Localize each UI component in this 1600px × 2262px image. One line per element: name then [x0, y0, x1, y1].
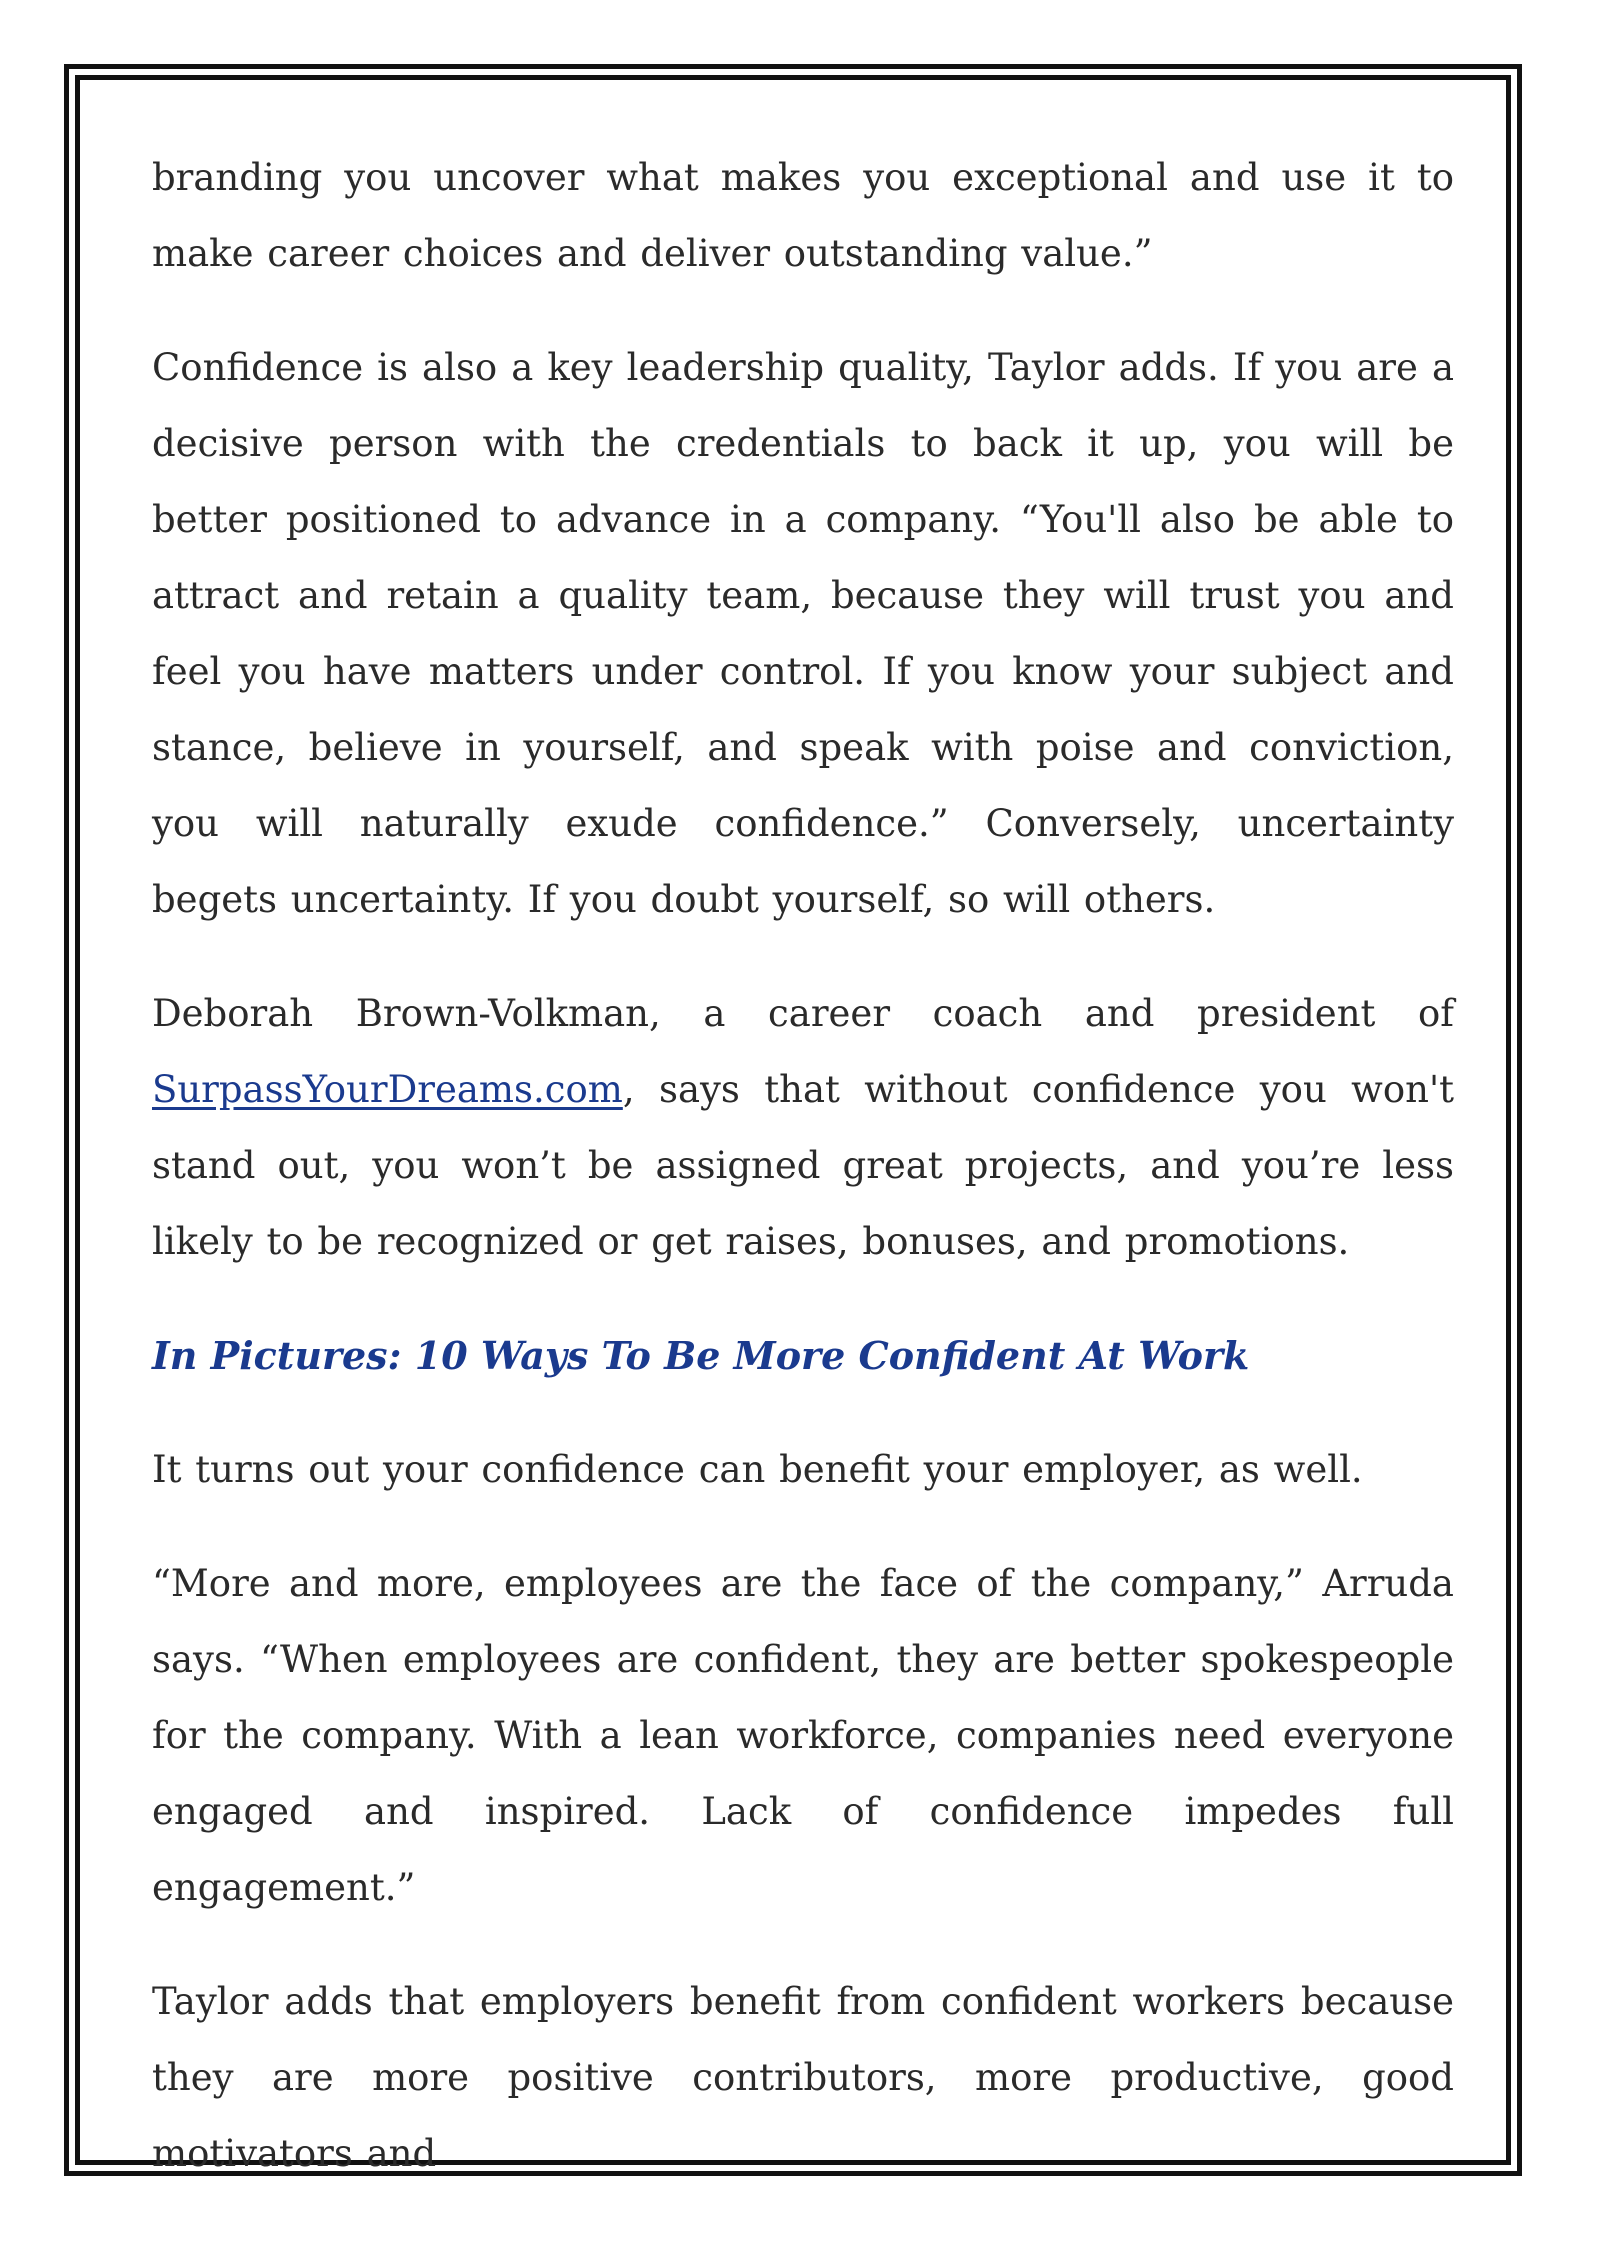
- paragraph-taylor-employers: Taylor adds that employers benefit from confident workers because they are more positive contributors, more productive, good motivators and: [152, 1980, 1454, 2175]
- paragraph-employer-benefit: It turns out your confidence can benefit your employer, as well.: [152, 1448, 1363, 1491]
- paragraph-brown-volkman-tail: , says that without confidence you won't stand out, you won’t be assigned great projects, and you’re less likely to be recognized or get raises, bonuses, and promotions.: [152, 1068, 1454, 1263]
- paragraph-branding: branding you uncover what makes you exceptional and use it to make career choices and deliver outstanding value.”: [152, 156, 1454, 275]
- paragraph-brown-volkman: [152, 976, 1454, 1280]
- surpassyourdreams-link[interactable]: SurpassYourDreams.com: [152, 1068, 623, 1111]
- document-body: [152, 140, 1454, 2230]
- paragraph-arruda-quote: “More and more, employees are the face of the company,” Arruda says. “When employees are confident, they are better spokespeople for the company. With a lean workforce, companies need everyone engaged and inspired. Lack of confidence impedes full engagement.”: [152, 1562, 1454, 1909]
- paragraph-brown-volkman-lead: Deborah Brown-Volkman, a career coach and president of: [152, 992, 1454, 1035]
- paragraph-confidence-leadership: Confidence is also a key leadership quality, Taylor adds. If you are a decisive person with the credentials to back it up, you will be better positioned to advance in a company. “You'll also be able to attract and retain a quality team, because they will trust you and feel you have matters under control. If you know your subject and stance, believe in yourself, and speak with poise and conviction, you will naturally exude confidence.” Conversely, uncertainty begets uncertainty. If you doubt yourself, so will others.: [152, 346, 1454, 921]
- section-heading-in-pictures[interactable]: In Pictures: 10 Ways To Be More Confident At Work: [152, 1333, 1250, 1378]
